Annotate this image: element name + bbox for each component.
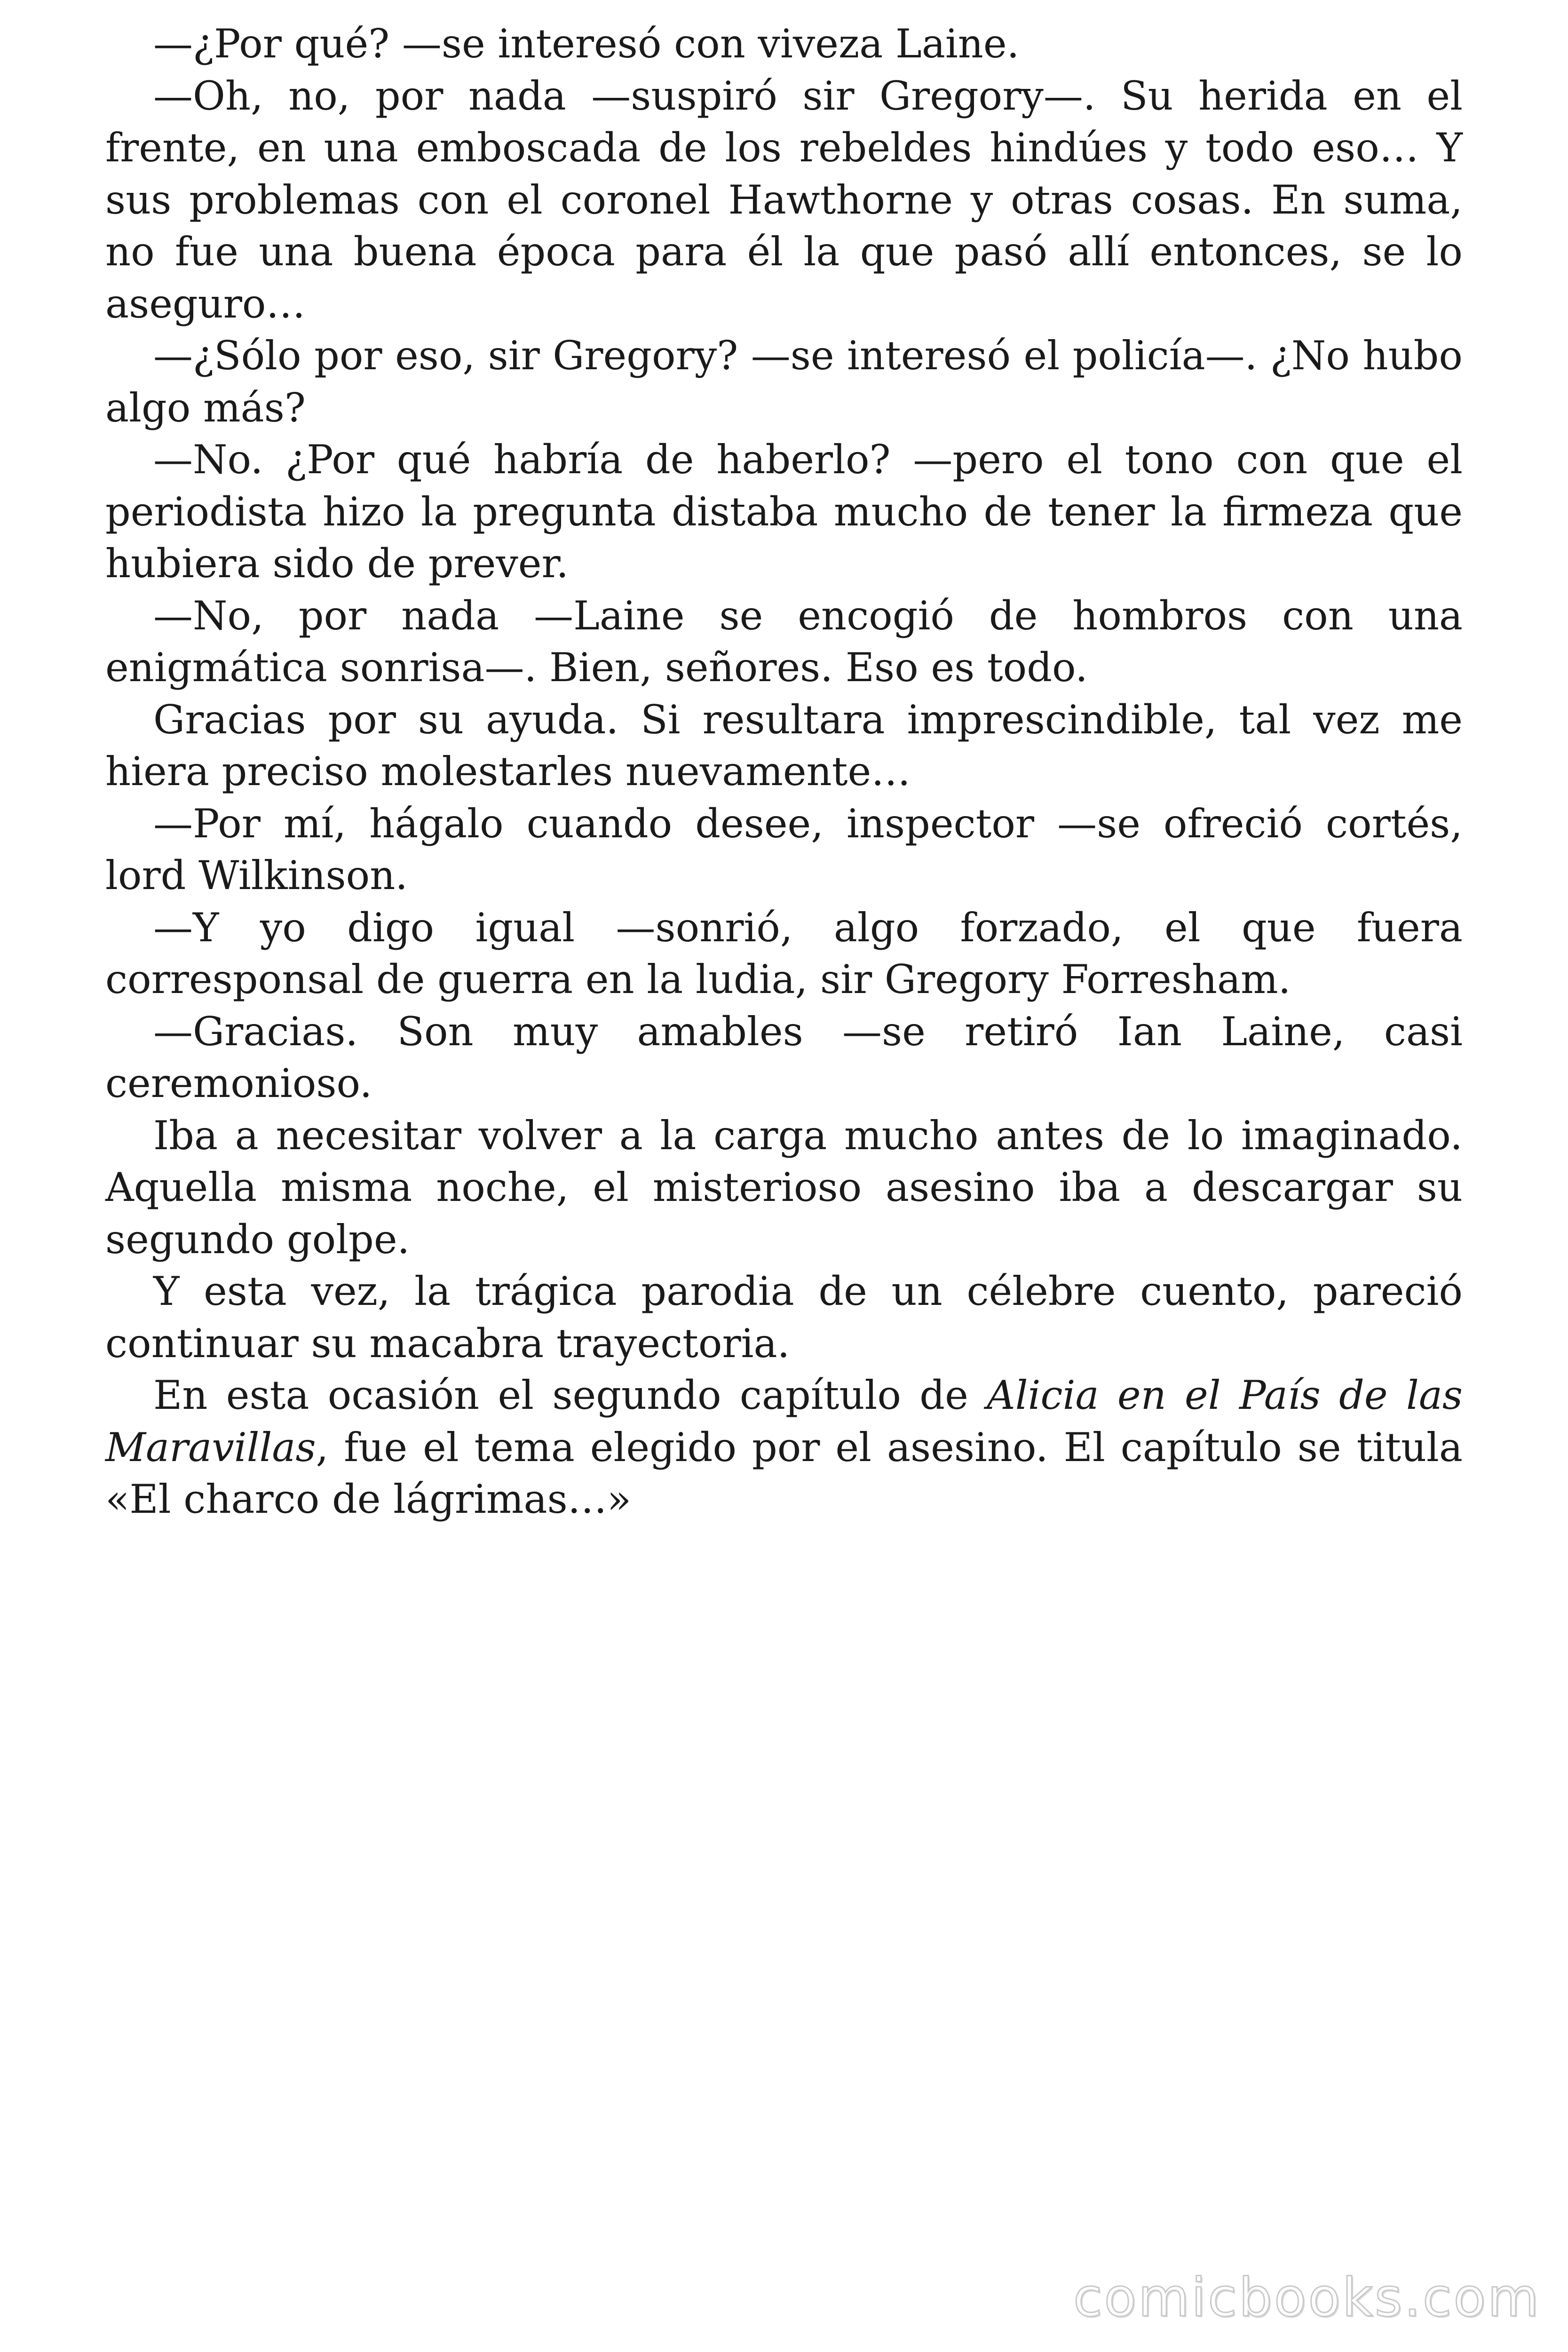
paragraph-12-start: En esta ocasión el segundo capítulo de xyxy=(153,1372,987,1418)
paragraph-12 xyxy=(105,1369,1463,1526)
paragraph-5: —No, por nada —Laine se encogió de hombros con una enigmática sonrisa—. Bien, señores. Eso es todo. xyxy=(105,592,1463,691)
paragraph-3: —¿Sólo por eso, sir Gregory? —se interesó el policía—. ¿No hubo algo más? xyxy=(105,333,1463,431)
paragraph-1: —¿Por qué? —se interesó con viveza Laine. xyxy=(153,21,1020,67)
book-title-italic: Alicia en el País de las Maravillas xyxy=(105,1372,1463,1470)
paragraph-4: —No. ¿Por qué habría de haberlo? —pero el tono con que el periodista hizo la pregunta distaba mucho de tener la firmeza que hubiera sido de prever. xyxy=(105,437,1463,587)
paragraph-11: Y esta vez, la trágica parodia de un célebre cuento, pareció continuar su macabra trayectoria. xyxy=(105,1268,1463,1367)
paragraph-6: Gracias por su ayuda. Si resultara imprescindible, tal vez me hiera preciso molestarles nuevamente… xyxy=(105,696,1463,795)
paragraph-12-end: , fue el tema elegido por el asesino. El capítulo se titula «El charco de lágrimas…» xyxy=(105,1424,1463,1522)
paragraph-8: —Y yo digo igual —sonrió, algo forzado, el que fuera corresponsal de guerra en la ludia, sir Gregory Forresham. xyxy=(105,904,1463,1002)
paragraph-9: —Gracias. Son muy amables —se retiró Ian Laine, casi ceremonioso. xyxy=(105,1008,1463,1106)
paragraph-2: —Oh, no, por nada —suspiró sir Gregory—. Su herida en el frente, en una emboscada de los rebeldes hindúes y todo eso… Y sus problemas con el coronel Hawthorne y otras cosas. En suma, no fue una buena época para él la que pasó allí entonces, se lo aseguro… xyxy=(105,72,1463,327)
watermark-logo: comicbooks.com xyxy=(1073,2267,1541,2328)
paragraph-7: —Por mí, hágalo cuando desee, inspector —se ofreció cortés, lord Wilkinson. xyxy=(105,800,1463,898)
paragraph-10: Iba a necesitar volver a la carga mucho antes de lo imaginado. Aquella misma noche, el misterioso asesino iba a descargar su segundo golpe. xyxy=(105,1112,1463,1263)
body-text xyxy=(105,18,1463,1526)
